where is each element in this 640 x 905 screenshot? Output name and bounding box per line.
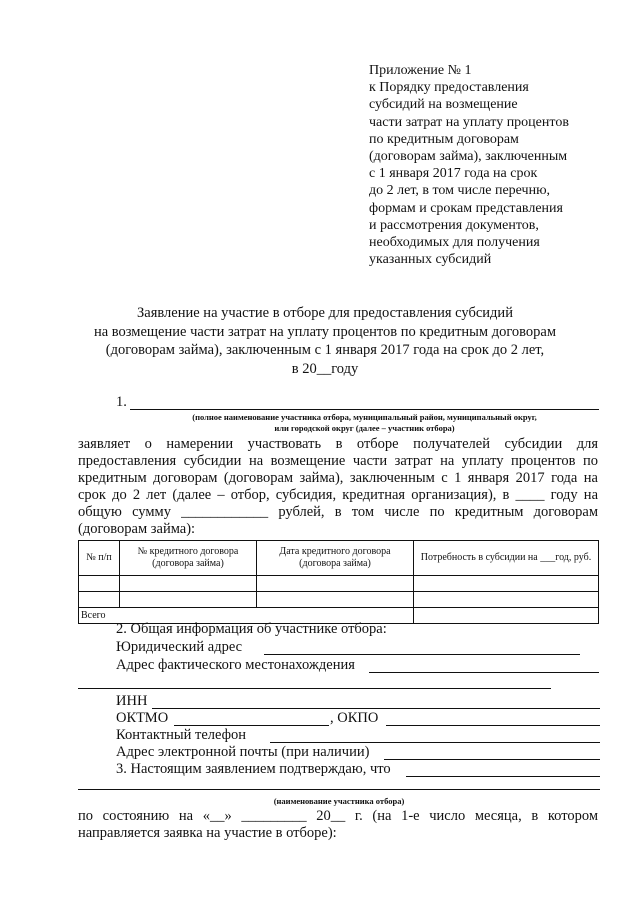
- appendix-line: к Порядку предоставления: [369, 80, 529, 96]
- table-cell[interactable]: [414, 576, 599, 592]
- table-cell[interactable]: [120, 592, 257, 608]
- table-cell[interactable]: [79, 592, 120, 608]
- section3-field[interactable]: [406, 763, 600, 777]
- table-cell[interactable]: [257, 576, 414, 592]
- actual-address-field[interactable]: [369, 659, 599, 673]
- loans-table: [78, 540, 599, 624]
- col-header-contract-number: № кредитного договора (договора займа): [120, 541, 257, 576]
- table-cell[interactable]: [414, 592, 599, 608]
- col-header-contract-date: Дата кредитного договора (договора займа): [257, 541, 414, 576]
- appendix-line: части затрат на уплату процентов: [369, 114, 569, 130]
- okpo-label: , ОКПО: [330, 710, 379, 726]
- appendix-line: с 1 января 2017 года на срок: [369, 166, 538, 182]
- appendix-line: указанных субсидий: [369, 252, 492, 268]
- email-field[interactable]: [384, 746, 600, 760]
- appendix-line: (договорам займа), заключенным: [369, 149, 568, 165]
- table-cell[interactable]: [257, 592, 414, 608]
- legal-address-label: Юридический адрес: [116, 639, 243, 655]
- appendix-line: формам и срокам представления: [369, 200, 563, 216]
- title-line: Заявление на участие в отборе для предоставления субсидий: [137, 305, 513, 321]
- appendix-line: необходимых для получения: [369, 235, 540, 251]
- section2-heading: 2. Общая информация об участнике отбора:: [116, 621, 387, 637]
- section1-number: 1.: [116, 394, 127, 410]
- table-row: [79, 592, 599, 608]
- email-label: Адрес электронной почты (при наличии): [116, 744, 370, 760]
- section1-paragraph: заявляет о намерении участвовать в отборе получателей субсидии для предоставления субсидии на возмещение части затрат на уплату процентов по кредитным договорам (договорам займа), заключенным с 1 января 2017 года на срок до 2 лет (далее – отбор, субсидия, кредитная организация), в ____ году на общую сумму ____________ рублей, в том числе по кредитным договорам (договорам займа):: [78, 436, 598, 537]
- title-line: (договорам займа), заключенным с 1 января 2017 года на срок до 2 лет,: [105, 342, 545, 358]
- table-cell[interactable]: [79, 576, 120, 592]
- title-line: в 20__году: [291, 360, 359, 377]
- caption-line: (полное наименование участника отбора, муниципальный район, муниципальный округ,: [192, 412, 537, 422]
- actual-address-label: Адрес фактического местонахождения: [116, 657, 355, 673]
- actual-address-field-continued[interactable]: [78, 676, 551, 689]
- participant-name-caption-2: (наименование участника отбора): [273, 796, 405, 806]
- caption-line: или городской округ (далее – участник отбора): [274, 423, 455, 433]
- total-cell[interactable]: [414, 608, 599, 624]
- inn-field[interactable]: [152, 695, 600, 709]
- total-label: Всего: [79, 608, 414, 624]
- document-title: [60, 304, 590, 378]
- legal-address-field[interactable]: [264, 641, 580, 655]
- appendix-block: [369, 62, 629, 268]
- appendix-line: и рассмотрения документов,: [369, 217, 539, 233]
- inn-label: ИНН: [116, 693, 148, 709]
- table-cell[interactable]: [120, 576, 257, 592]
- appendix-line: по кредитным договорам: [369, 131, 519, 147]
- table-row: [79, 576, 599, 592]
- phone-field[interactable]: [270, 729, 600, 743]
- appendix-line: субсидий на возмещение: [369, 97, 518, 113]
- participant-name-caption: [130, 412, 599, 434]
- section3-heading: 3. Настоящим заявлением подтверждаю, что: [116, 761, 391, 777]
- okpo-field[interactable]: [386, 712, 600, 726]
- title-line: на возмещение части затрат на уплату процентов по кредитным договорам: [93, 323, 557, 340]
- appendix-line: до 2 лет, в том числе перечню,: [369, 183, 551, 199]
- phone-label: Контактный телефон: [116, 727, 247, 743]
- col-header-number: № п/п: [79, 541, 120, 576]
- table-header-row: [79, 541, 599, 576]
- col-header-subsidy-need: Потребность в субсидии на ___год, руб.: [414, 541, 599, 576]
- participant-name-field-2[interactable]: [78, 779, 600, 790]
- oktmo-field[interactable]: [174, 712, 329, 726]
- appendix-line: Приложение № 1: [369, 63, 472, 78]
- participant-name-field[interactable]: [130, 396, 599, 410]
- oktmo-label: ОКТМО: [116, 710, 169, 726]
- section3-paragraph: по состоянию на «__» _________ 20__ г. (на 1-е число месяца, в котором направляется заявка на участие в отборе):: [78, 808, 598, 841]
